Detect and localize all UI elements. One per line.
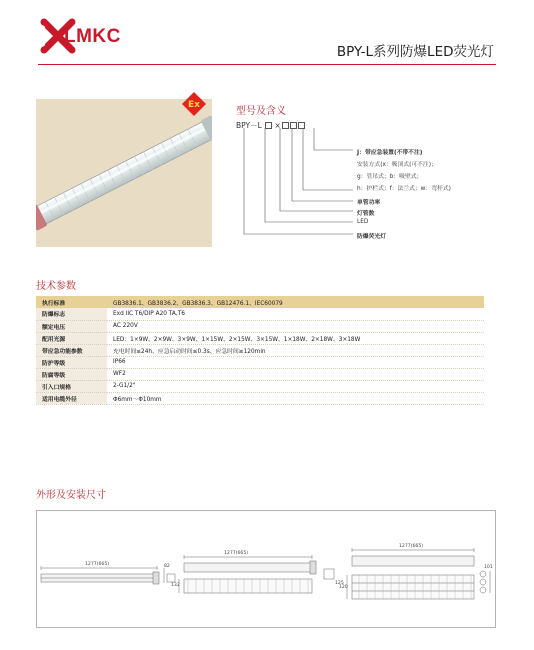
spec-row — [36, 380, 484, 392]
spec-row — [36, 356, 484, 368]
brand-name: LMKC — [64, 26, 121, 47]
legend-line: J：带应急装置(不带不注) — [357, 150, 423, 156]
spec-value: LED：1×9W、2×9W、3×9W、1×15W、2×15W、3×15W、1×18W、2×18W、3×18W — [107, 332, 484, 344]
height-dimension: 82 — [164, 564, 170, 569]
length-dimension: 1277(665) — [224, 551, 249, 556]
legend-line: g：管吊式；b：吸壁式； — [357, 174, 423, 180]
spec-key: 执行标准 — [36, 296, 107, 308]
height-dimension: 120 — [339, 585, 348, 590]
model-code-prefix: BPY－L — [236, 121, 262, 130]
spec-row — [36, 344, 484, 356]
legend-line: LED — [357, 219, 369, 225]
model-code-diagram — [236, 128, 361, 238]
legend-line: 灯管数 — [357, 211, 375, 217]
product-photo — [36, 99, 212, 247]
spec-row — [36, 392, 484, 404]
spec-value: GB3836.1、GB3836.2、GB3836.3、GB12476.1、IEC60079 — [107, 296, 484, 308]
spec-value: WF2 — [107, 368, 484, 380]
spec-table — [36, 296, 484, 405]
height-dimension: 125 — [335, 581, 344, 586]
spec-key: 防护等级 — [36, 356, 107, 368]
spec-row — [36, 368, 484, 380]
header-divider — [38, 64, 496, 65]
spec-key: 适用电缆外径 — [36, 392, 107, 404]
model-code-mid: × — [274, 121, 281, 130]
spec-key: 带应急功能参数 — [36, 344, 107, 356]
length-dimension: 1277(665) — [399, 544, 424, 549]
spec-value: 充电时间≤24h、应急启动时间≤0.3s、应急时间≥120min — [107, 344, 484, 356]
model-heading: 型号及含义 — [236, 106, 286, 117]
spec-value: Φ6mm～Φ10mm — [107, 392, 484, 404]
spec-key: 防腐等级 — [36, 368, 107, 380]
brand-logo — [38, 14, 138, 58]
spec-key: 引入口规格 — [36, 380, 107, 392]
length-dimension: 1277(665) — [85, 562, 110, 567]
ex-explosion-proof-icon — [181, 91, 207, 117]
page-title: BPY-L系列防爆LED荧光灯 — [336, 44, 494, 60]
legend-line: 安装方式(x：吸顶式(可不注)； — [357, 162, 437, 168]
spec-key: 额定电压 — [36, 320, 107, 332]
spec-row — [36, 320, 484, 332]
spec-key: 防爆标志 — [36, 308, 107, 320]
spec-value: AC 220V — [107, 320, 484, 332]
specs-heading: 技术参数 — [36, 281, 76, 292]
legend-line: 单管功率 — [357, 200, 381, 206]
spec-row — [36, 332, 484, 344]
dimension-drawings-panel — [36, 510, 496, 628]
height-dimension: 101 — [484, 565, 493, 570]
spec-row — [36, 308, 484, 320]
spec-value: 2-G1/2" — [107, 380, 484, 392]
spec-value: IP66 — [107, 356, 484, 368]
legend-line: h：护栏式；f：法兰式；w：弯杆式) — [357, 186, 451, 192]
spec-key: 配用光源 — [36, 332, 107, 344]
dimensions-heading: 外形及安装尺寸 — [36, 490, 106, 501]
ex-badge-text: Ex — [188, 100, 200, 110]
height-dimension: 132 — [171, 583, 180, 588]
spec-row — [36, 296, 484, 308]
legend-line: 防爆荧光灯 — [357, 234, 386, 240]
spec-value: Exd IIC T6/DIP A20 TA,T6 — [107, 308, 484, 320]
